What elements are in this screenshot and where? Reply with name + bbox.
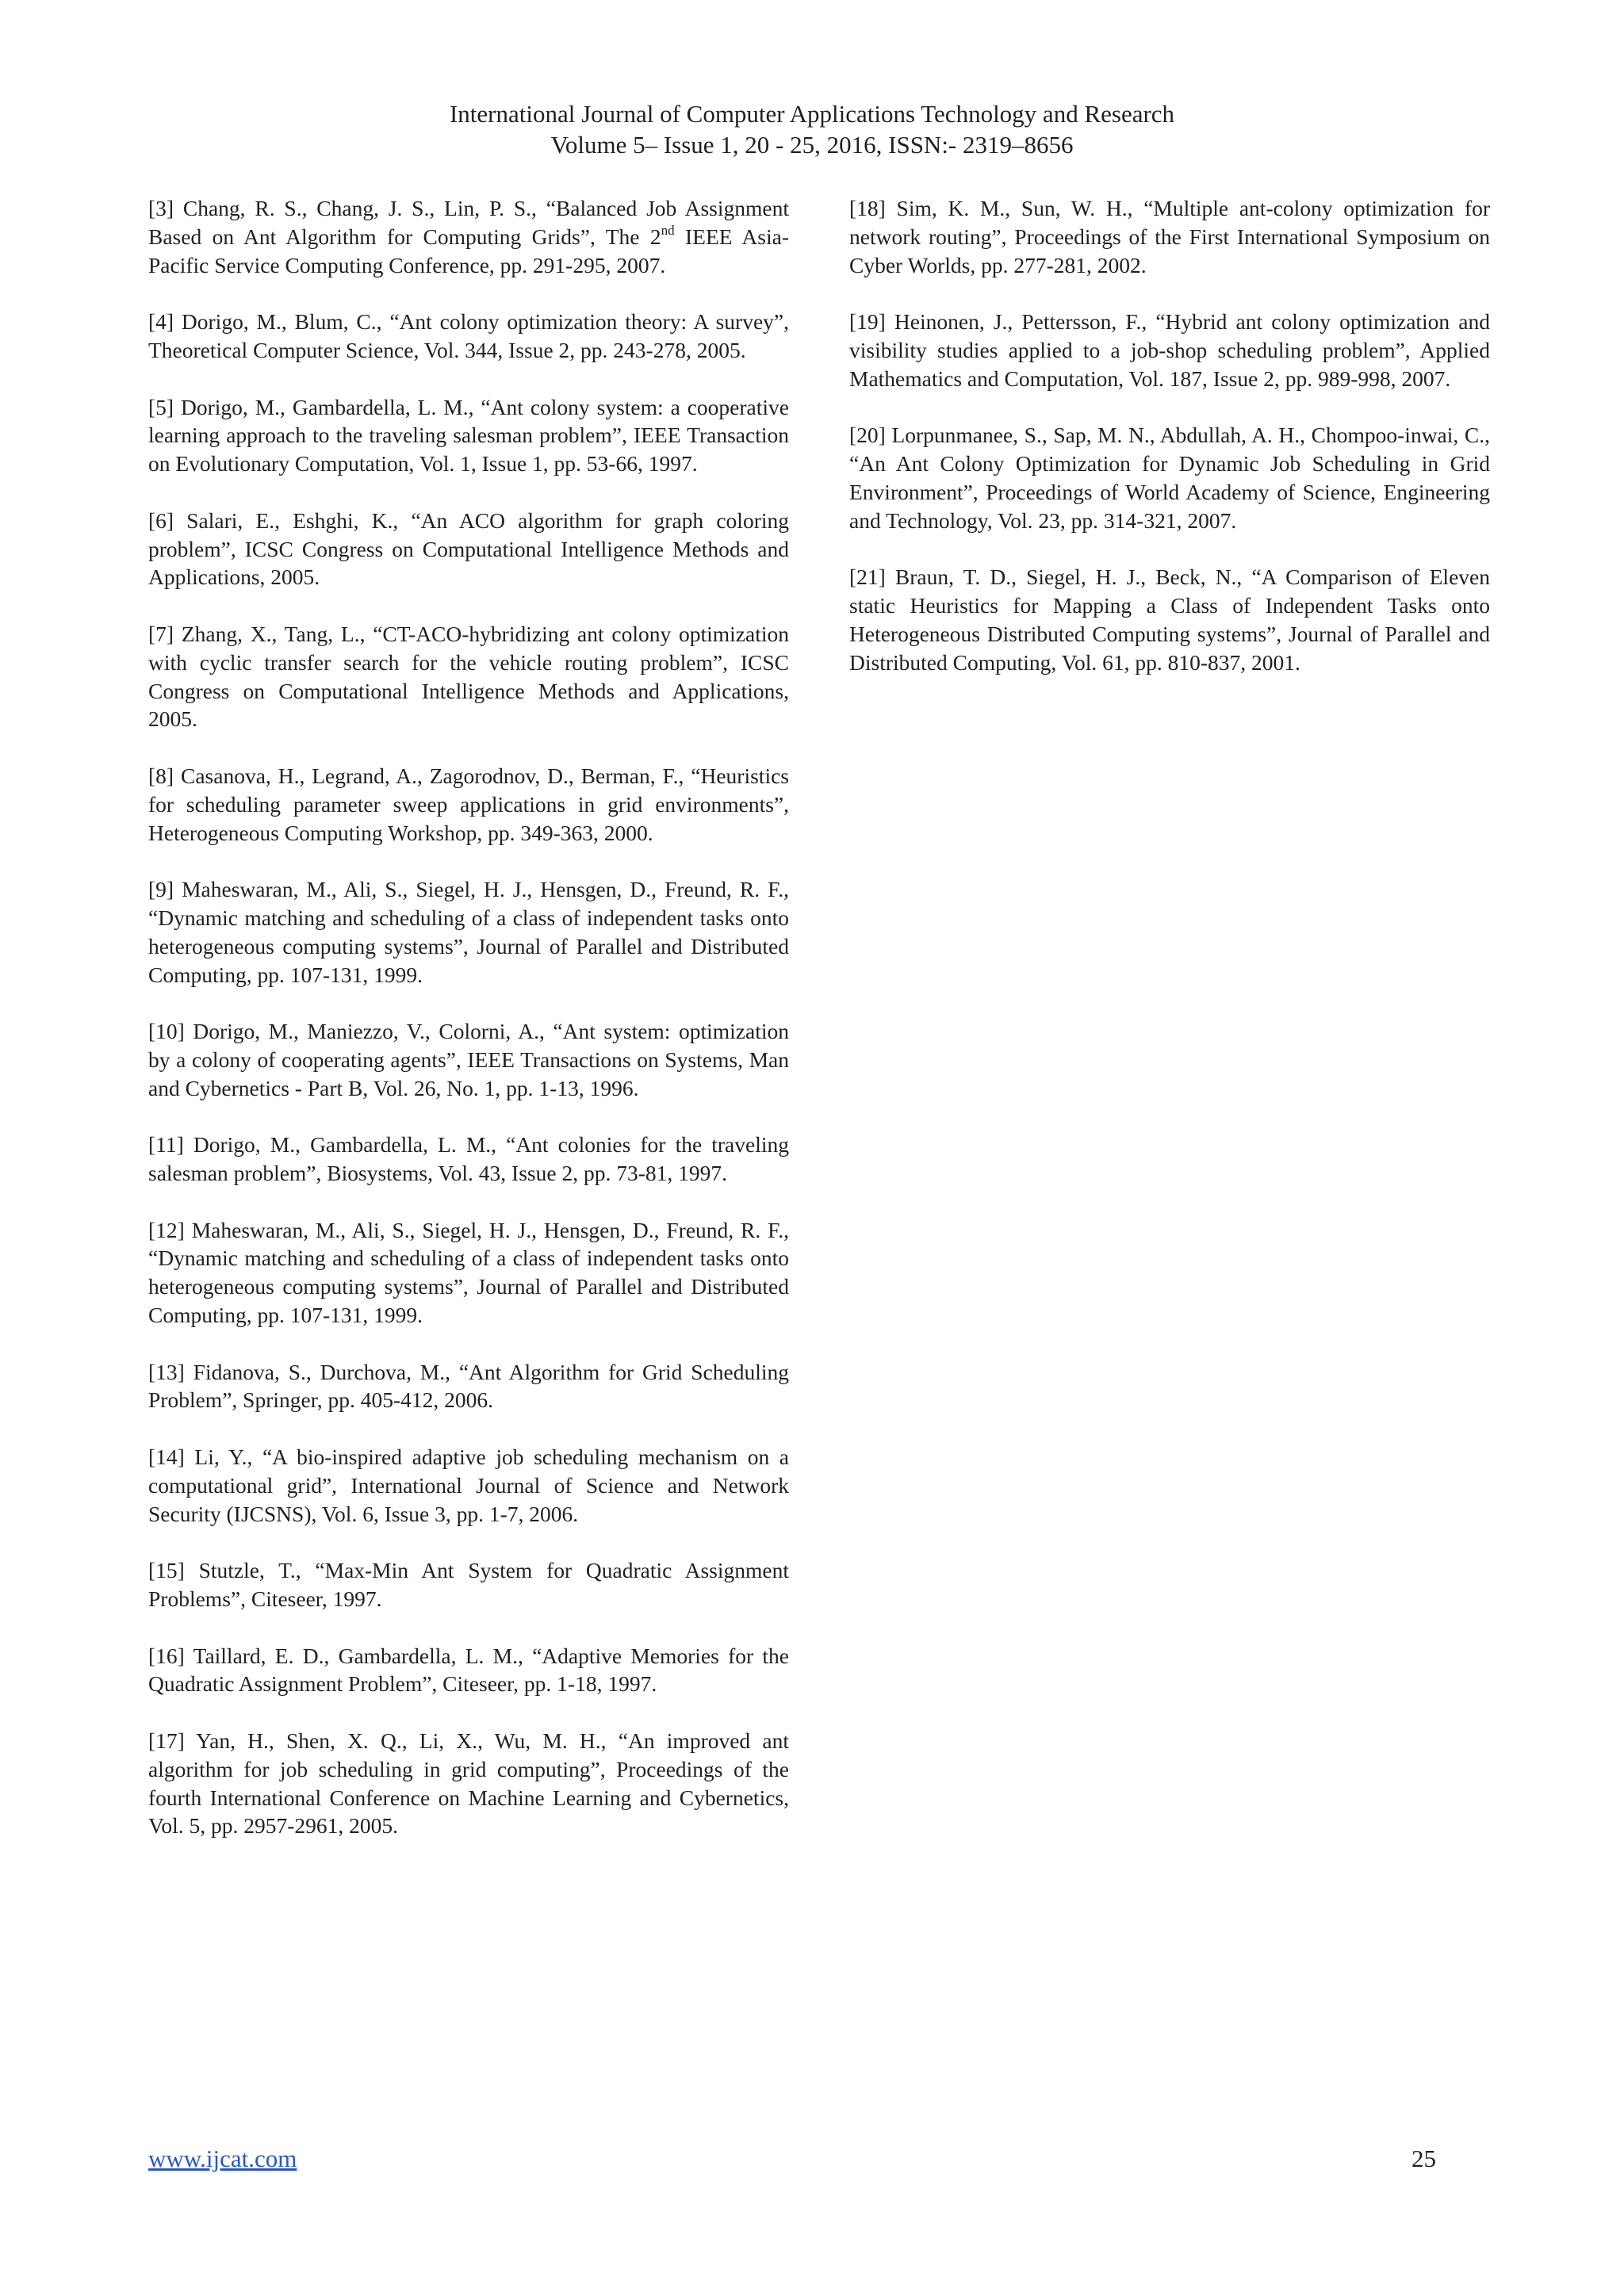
reference-item: [4] Dorigo, M., Blum, C., “Ant colony optimization theory: A survey”, Theoretical Computer Science, Vol. 344, Issue 2, pp. 243-278, 2005. — [148, 309, 789, 362]
reference-item: [6] Salari, E., Eshghi, K., “An ACO algorithm for graph coloring problem”, ICSC Congress on Computational Intelligence Methods and Applications, 2005. — [148, 507, 789, 590]
reference-item: [10] Dorigo, M., Maniezzo, V., Colorni, A., “Ant system: optimization by a colony of cooperating agents”, IEEE Transactions on Systems, Man and Cybernetics - Part B, Vol. 26, No. 1, pp. 1-13, 1996. — [148, 1019, 789, 1100]
reference-item: [13] Fidanova, S., Durchova, M., “Ant Algorithm for Grid Scheduling Problem”, Springer, pp. 405-412, 2006. — [148, 1359, 789, 1413]
reference-item: [16] Taillard, E. D., Gambardella, L. M., “Adaptive Memories for the Quadratic Assignment Problem”, Citeseer, pp. 1-18, 1997. — [148, 1643, 789, 1697]
references-left-column — [148, 194, 789, 1869]
reference-item: [15] Stutzle, T., “Max-Min Ant System for Quadratic Assignment Problems”, Citeseer, 1997. — [148, 1558, 789, 1612]
reference-item: [17] Yan, H., Shen, X. Q., Li, X., Wu, M. H., “An improved ant algorithm for job scheduling in grid computing”, Proceedings of the fourth International Conference on Machine Learning and Cybernetics, Vol. 5, pp. 2957-2961, 2005. — [148, 1728, 789, 1839]
reference-item: [20] Lorpunmanee, S., Sap, M. N., Abdullah, A. H., Chompoo-inwai, C., “An Ant Colony Optimization for Dynamic Job Scheduling in Grid Environment”, Proceedings of World Academy of Science, Engineering and Technology, Vol. 23, pp. 314-321, 2007. — [849, 423, 1490, 533]
reference-item: [8] Casanova, H., Legrand, A., Zagorodnov, D., Berman, F., “Heuristics for scheduling parameter sweep applications in grid environments”, Heterogeneous Computing Workshop, pp. 349-363, 2000. — [148, 763, 789, 845]
page-header — [0, 98, 1624, 160]
reference-item: [21] Braun, T. D., Siegel, H. J., Beck, N., “A Comparison of Eleven static Heuristics for Mapping a Class of Independent Tasks onto Heterogeneous Distributed Computing systems”, Journal of Parallel and Distributed Computing, Vol. 61, pp. 810-837, 2001. — [849, 564, 1490, 675]
website-link[interactable]: www.ijcat.com — [148, 2145, 297, 2172]
reference-item: [5] Dorigo, M., Gambardella, L. M., “Ant colony system: a cooperative learning approach to the traveling salesman problem”, IEEE Transaction on Evolutionary Computation, Vol. 1, Issue 1, pp. 53-66, 1997. — [148, 394, 789, 476]
reference-item: [12] Maheswaran, M., Ali, S., Siegel, H. J., Hensgen, D., Freund, R. F., “Dynamic matching and scheduling of a class of independent tasks onto heterogeneous computing systems”, Journal of Parallel and Distributed Computing, pp. 107-131, 1999. — [148, 1217, 789, 1328]
reference-item: [19] Heinonen, J., Pettersson, F., “Hybrid ant colony optimization and visibility studies applied to a job-shop scheduling problem”, Applied Mathematics and Computation, Vol. 187, Issue 2, pp. 989-998, 2007. — [849, 309, 1490, 391]
page-number: 25 — [1411, 2145, 1436, 2172]
reference-item: [14] Li, Y., “A bio-inspired adaptive job scheduling mechanism on a computational grid”, International Journal of Science and Network Security (IJCSNS), Vol. 6, Issue 3, pp. 1-7, 2006. — [148, 1445, 789, 1526]
reference-item: [9] Maheswaran, M., Ali, S., Siegel, H. J., Hensgen, D., Freund, R. F., “Dynamic matching and scheduling of a class of independent tasks onto heterogeneous computing systems”, Journal of Parallel and Distributed Computing, pp. 107-131, 1999. — [148, 877, 789, 987]
volume-info: Volume 5– Issue 1, 20 - 25, 2016, ISSN:- 2319–8656 — [550, 131, 1074, 159]
references-right-column — [849, 194, 1490, 705]
reference-item: [7] Zhang, X., Tang, L., “CT-ACO-hybridizing ant colony optimization with cyclic transfer search for the vehicle routing problem”, ICSC Congress on Computational Intelligence Methods and Applications, 2005. — [148, 621, 789, 732]
reference-item: [18] Sim, K. M., Sun, W. H., “Multiple ant-colony optimization for network routing”, Proceedings of the First International Symposium on Cyber Worlds, pp. 277-281, 2002. — [849, 196, 1490, 277]
reference-item: [11] Dorigo, M., Gambardella, L. M., “Ant colonies for the traveling salesman problem”, Biosystems, Vol. 43, Issue 2, pp. 73-81, 1997. — [148, 1132, 789, 1186]
reference-item: [3] Chang, R. S., Chang, J. S., Lin, P. S., “Balanced Job Assignment Based on Ant Algorithm for Computing Grids”, The 2nd IEEE Asia-Pacific Service Computing Conference, pp. 291-295, 2007. — [148, 196, 789, 277]
journal-title: International Journal of Computer Applications Technology and Research — [449, 100, 1175, 128]
